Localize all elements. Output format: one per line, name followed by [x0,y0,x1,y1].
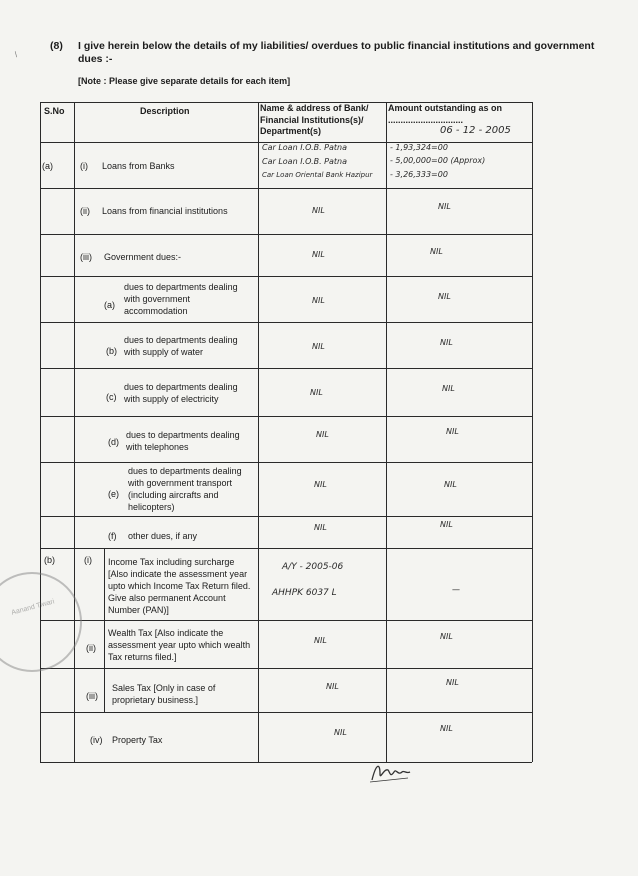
row-b-label: (b) [44,555,55,565]
row-a-i-bank-2: Car Loan I.O.B. Patna [262,157,348,166]
row-a-iii-a-name: NIL [312,296,325,305]
stamp-text: Aanand Tiwari [10,598,56,617]
row-a-i-bank-3: Car Loan Oriental Bank Hazipur [262,171,373,179]
row-a-iii-b-desc: dues to departments dealing with supply of water [124,335,238,357]
amount-date: 06 - 12 - 2005 [440,125,511,136]
table-rule [40,322,532,323]
row-a-iii-d-desc: dues to departments dealing with telephones [126,430,240,452]
row-a-iii-e-desc: dues to departments dealing with government transport (including aircrafts and helicopters) [128,466,242,512]
row-b-ii-label: (ii) [86,643,96,653]
row-a-iii-a-amount: NIL [438,292,451,301]
section-heading-text: I give herein below the details of my liabilities/ overdues to public financial institutions and government dues :- [78,40,595,65]
row-a-i-desc: Loans from Banks [102,161,175,171]
row-a-ii-name: NIL [312,206,325,215]
row-a-ii-amount: NIL [438,202,451,211]
row-a-iii-c-label: (c) [106,392,117,402]
row-a-iii-f-desc: other dues, if any [128,531,198,541]
header-amount: Amount outstanding as on .............................. [388,103,502,125]
row-a-i-bank-1: Car Loan I.O.B. Patna [262,143,348,152]
row-a-iii-b-label: (b) [106,346,117,356]
table-rule [40,276,532,277]
row-a-i-amount-3: - 3,26,333=00 [390,170,448,179]
table-rule [532,102,533,762]
table-rule [40,762,532,763]
header-sno: S.No [44,106,65,116]
row-b-iii-amount: NIL [446,678,459,687]
row-a-iii-f-amount: NIL [440,520,453,529]
row-a-iii-c-amount: NIL [442,384,455,393]
row-a-iii-f-label: (f) [108,531,117,541]
row-a-iii-e-amount: NIL [444,480,457,489]
row-b-ii-desc: Wealth Tax [Also indicate the assessment year upto which wealth Tax returns filed.] [108,628,251,662]
table-rule [40,188,532,189]
row-b-ii-amount: NIL [440,632,453,641]
row-a-iii-d-amount: NIL [446,427,459,436]
row-a-iii-name: NIL [312,250,325,259]
table-rule [40,712,532,713]
row-b-ii-name: NIL [314,636,327,645]
row-b-i-label: (i) [84,555,92,565]
header-name-address: Name & address of Bank/ Financial Institutions(s)/ Department(s) [260,103,369,136]
row-b-iv-amount: NIL [440,724,453,733]
row-a-iii-b-amount: NIL [440,338,453,347]
table-rule [40,462,532,463]
row-a-iii-a-desc: dues to departments dealing with government accommodation [124,282,238,316]
row-a-i-label: (i) [80,161,88,171]
row-a-iii-c-desc: dues to departments dealing with supply of electricity [124,382,238,404]
row-b-i-desc: Income Tax including surcharge [Also indicate the assessment year upto which Income Tax Return filed. Give also permanent Account Number (PAN)] [108,557,251,615]
row-a-iii-d-name: NIL [316,430,329,439]
table-rule [74,102,75,762]
row-b-iv-name: NIL [334,728,347,737]
table-rule [40,620,532,621]
table-rule [40,548,532,549]
table-rule [104,548,105,712]
official-stamp [0,572,82,672]
row-a-ii-desc: Loans from financial institutions [102,206,228,216]
row-a-iii-label: (iii) [80,252,92,262]
table-rule [40,234,532,235]
row-a-iii-b-name: NIL [312,342,325,351]
header-description: Description [140,106,190,116]
row-a-i-amount-2: - 5,00,000=00 (Approx) [390,156,486,165]
row-b-i-assessment-year: A/Y - 2005-06 [282,562,344,572]
signature [368,760,414,784]
row-a-iii-f-name: NIL [314,523,327,532]
row-b-iii-label: (iii) [86,691,98,701]
table-rule [40,368,532,369]
row-a-iii-amount: NIL [430,247,443,256]
row-b-iv-label: (iv) [90,735,103,745]
row-b-i-pan: AHHPK 6037 L [272,588,337,598]
table-rule [40,416,532,417]
table-rule [40,516,532,517]
row-a-iii-d-label: (d) [108,437,119,447]
note-text: [Note : Please give separate details for each item] [78,76,291,86]
row-a-label: (a) [42,161,53,171]
row-b-iii-desc: Sales Tax [Only in case of proprietary business.] [112,683,216,705]
row-a-iii-a-label: (a) [104,300,115,310]
row-a-iii-c-name: NIL [310,388,323,397]
table-rule [258,102,259,762]
row-b-iv-desc: Property Tax [112,735,163,745]
row-b-i-amount: — [452,585,460,594]
corner-mark: / [12,50,20,59]
row-b-iii-name: NIL [326,682,339,691]
table-rule [40,668,532,669]
table-rule [386,102,387,762]
row-a-iii-e-name: NIL [314,480,327,489]
section-number: (8) [50,40,63,52]
row-a-ii-label: (ii) [80,206,90,216]
row-a-iii-e-label: (e) [108,489,119,499]
row-a-i-amount-1: - 1,93,324=00 [390,143,448,152]
row-a-iii-desc: Government dues:- [104,252,182,262]
